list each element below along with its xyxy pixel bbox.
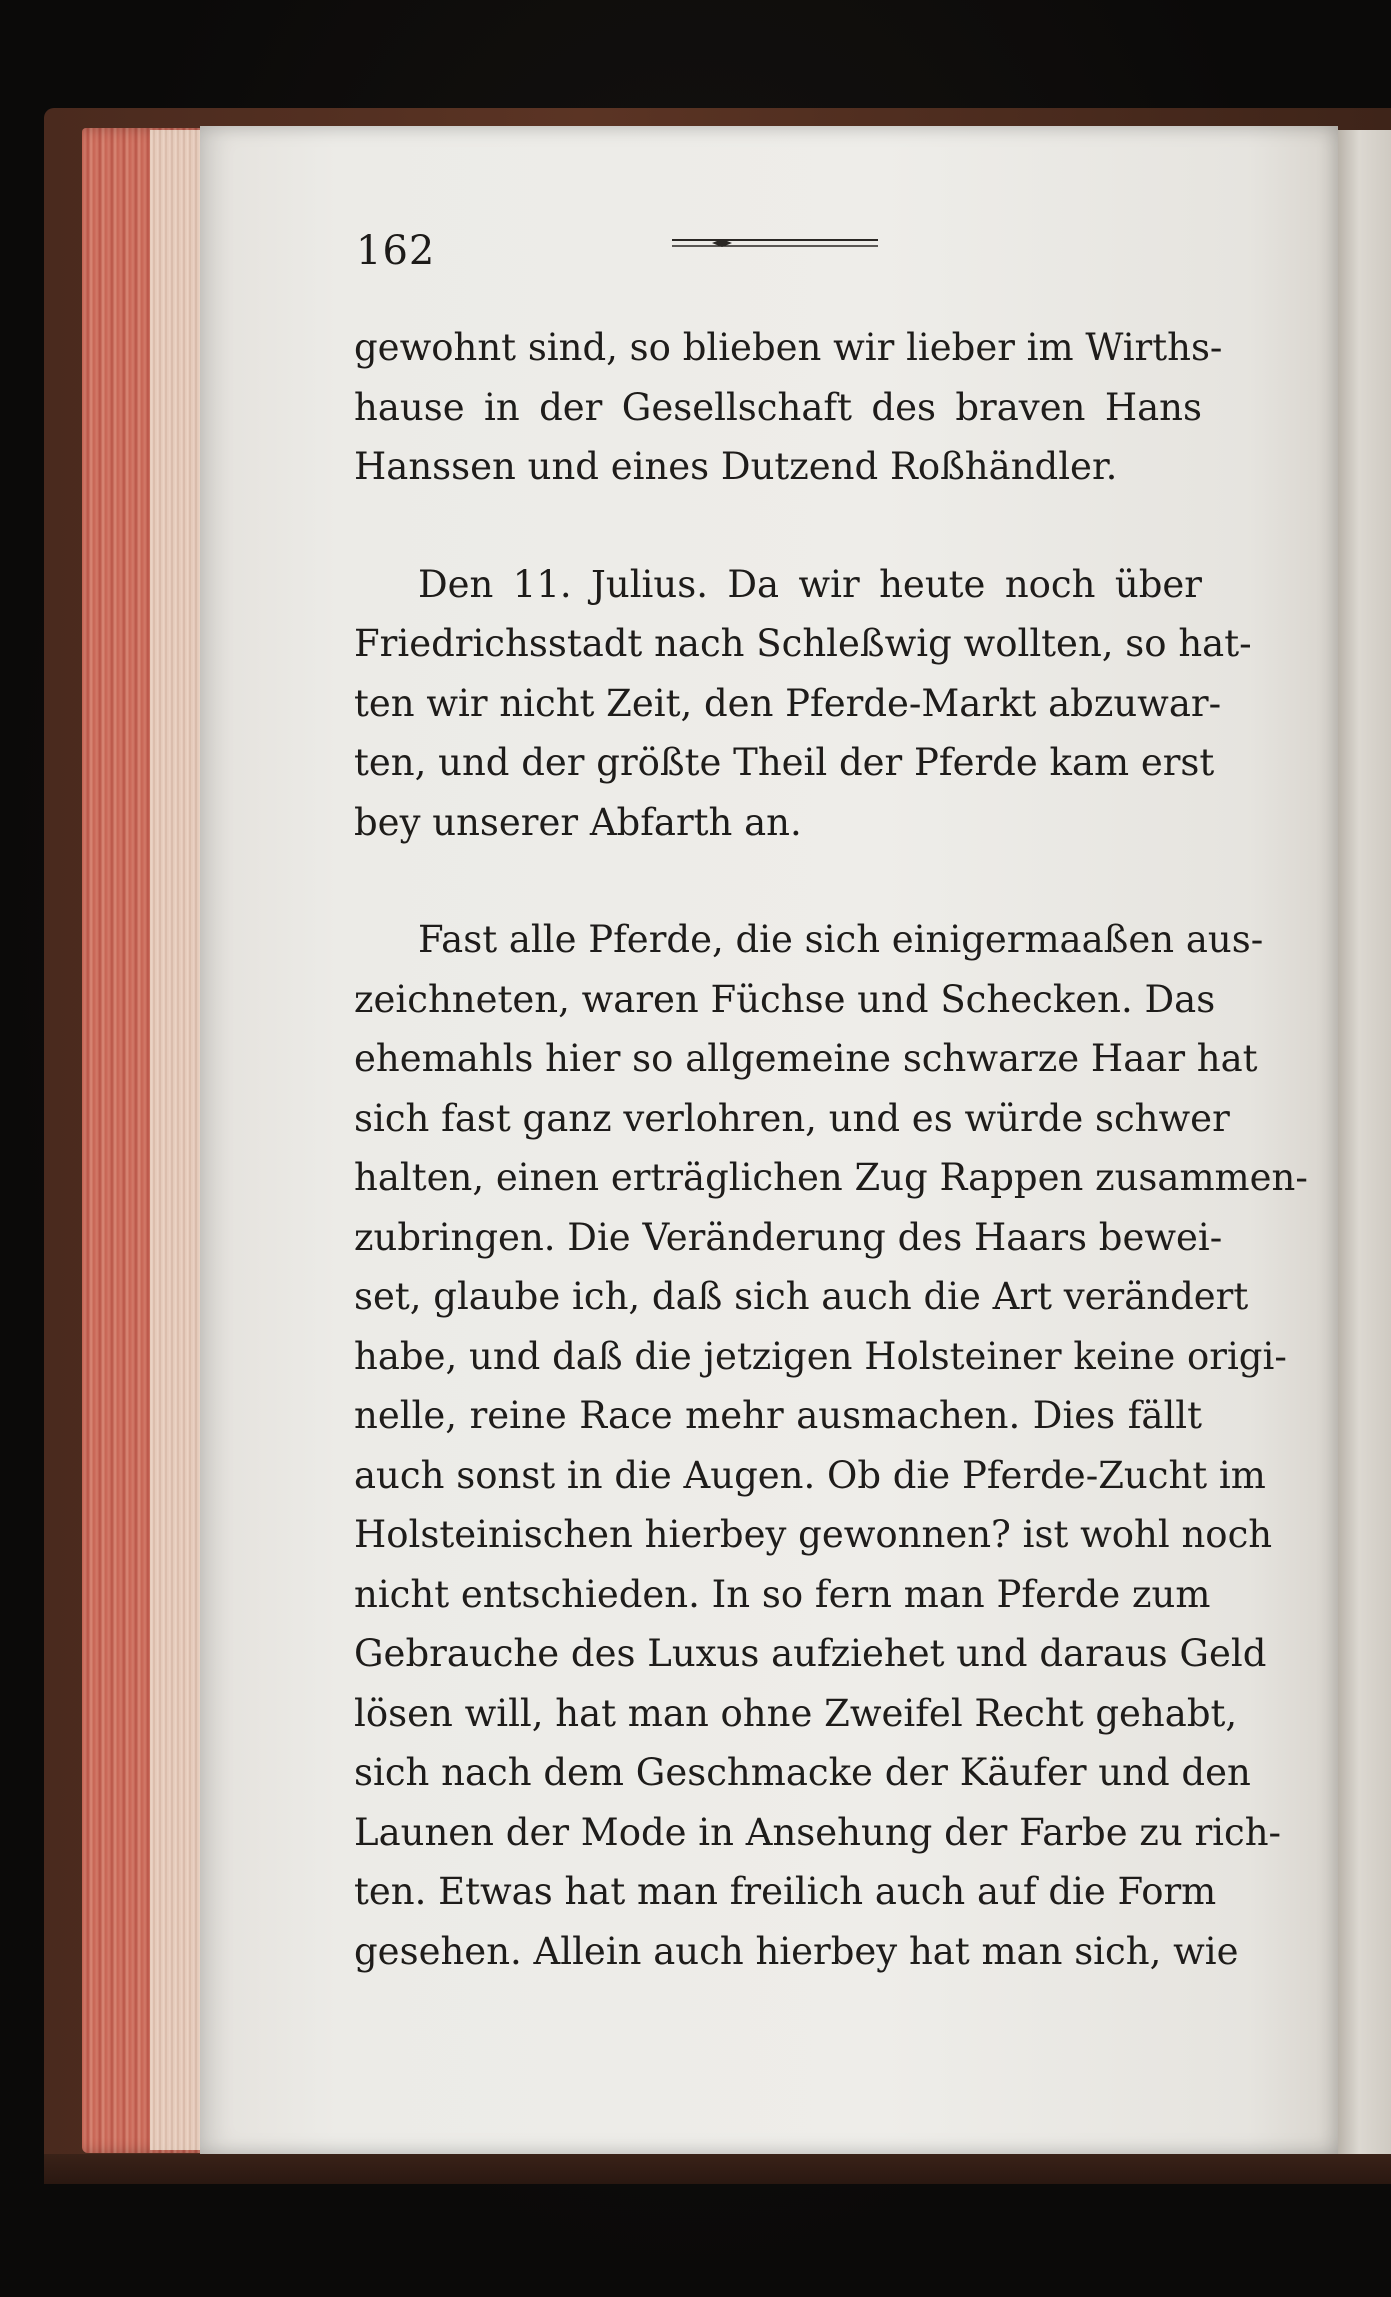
text-line: zubringen. Die Veränderung des Haars bewei-: [354, 1215, 1223, 1259]
text-line: Holsteinischen hierbey gewonnen? ist wohl noch: [354, 1513, 1273, 1556]
body-text: [354, 318, 1308, 1981]
text-line: ehemahls hier so allgemeine schwarze Haar hat: [354, 1037, 1258, 1080]
cover-bottom-edge: [44, 2154, 1391, 2184]
text-line: sich fast ganz verlohren, und es würde schwer: [354, 1096, 1230, 1140]
facing-page-edge: [1338, 130, 1391, 2160]
paragraph-3: [354, 910, 1308, 1981]
text-line: Hanssen und eines Dutzend Roßhändler.: [354, 445, 1118, 488]
text-line: Launen der Mode in Ansehung der Farbe zu rich-: [354, 1810, 1282, 1854]
text-line: auch sonst in die Augen. Ob die Pferde-Zucht im: [354, 1453, 1266, 1497]
text-line: nelle, reine Race mehr ausmachen. Dies fällt: [354, 1394, 1202, 1437]
paragraph-1: [354, 318, 1223, 497]
text-line: ten, und der größte Theil der Pferde kam erst: [354, 741, 1215, 784]
text-line: ten wir nicht Zeit, den Pferde-Markt abzuwar-: [354, 681, 1222, 725]
text-line: Gebrauche des Luxus aufziehet und daraus Geld: [354, 1632, 1267, 1675]
page-number: 162: [356, 228, 436, 274]
text-line: gesehen. Allein auch hierbey hat man sich, wie: [354, 1929, 1239, 1973]
header-ornament-rule: [672, 236, 878, 250]
text-line: halten, einen erträglichen Zug Rappen zusammen-: [354, 1156, 1308, 1199]
text-line: Den 11. Julius. Da wir heute noch über: [418, 562, 1202, 606]
text-line: bey unserer Abfarth an.: [354, 800, 802, 844]
text-line: zeichneten, waren Füchse und Schecken. Das: [354, 977, 1216, 1021]
text-line: ten. Etwas hat man freilich auch auf die Form: [354, 1870, 1217, 1913]
text-line: set, glaube ich, daß sich auch die Art verändert: [354, 1275, 1249, 1318]
text-line: hause in der Gesellschaft des braven Hans: [354, 385, 1202, 429]
paragraph-2: [354, 555, 1252, 853]
text-line: lösen will, hat man ohne Zweifel Recht gehabt,: [354, 1691, 1238, 1735]
text-line: Friedrichsstadt nach Schleßwig wollten, so hat-: [354, 622, 1252, 665]
text-line: habe, und daß die jetzigen Holsteiner keine origi-: [354, 1334, 1287, 1378]
text-line: Fast alle Pferde, die sich einigermaaßen aus-: [418, 918, 1264, 961]
page-leaves: [150, 130, 205, 2150]
text-line: nicht entschieden. In so fern man Pferde zum: [354, 1572, 1211, 1616]
text-line: sich nach dem Geschmacke der Käufer und den: [354, 1751, 1251, 1794]
text-line: gewohnt sind, so blieben wir lieber im Wirths-: [354, 326, 1223, 369]
